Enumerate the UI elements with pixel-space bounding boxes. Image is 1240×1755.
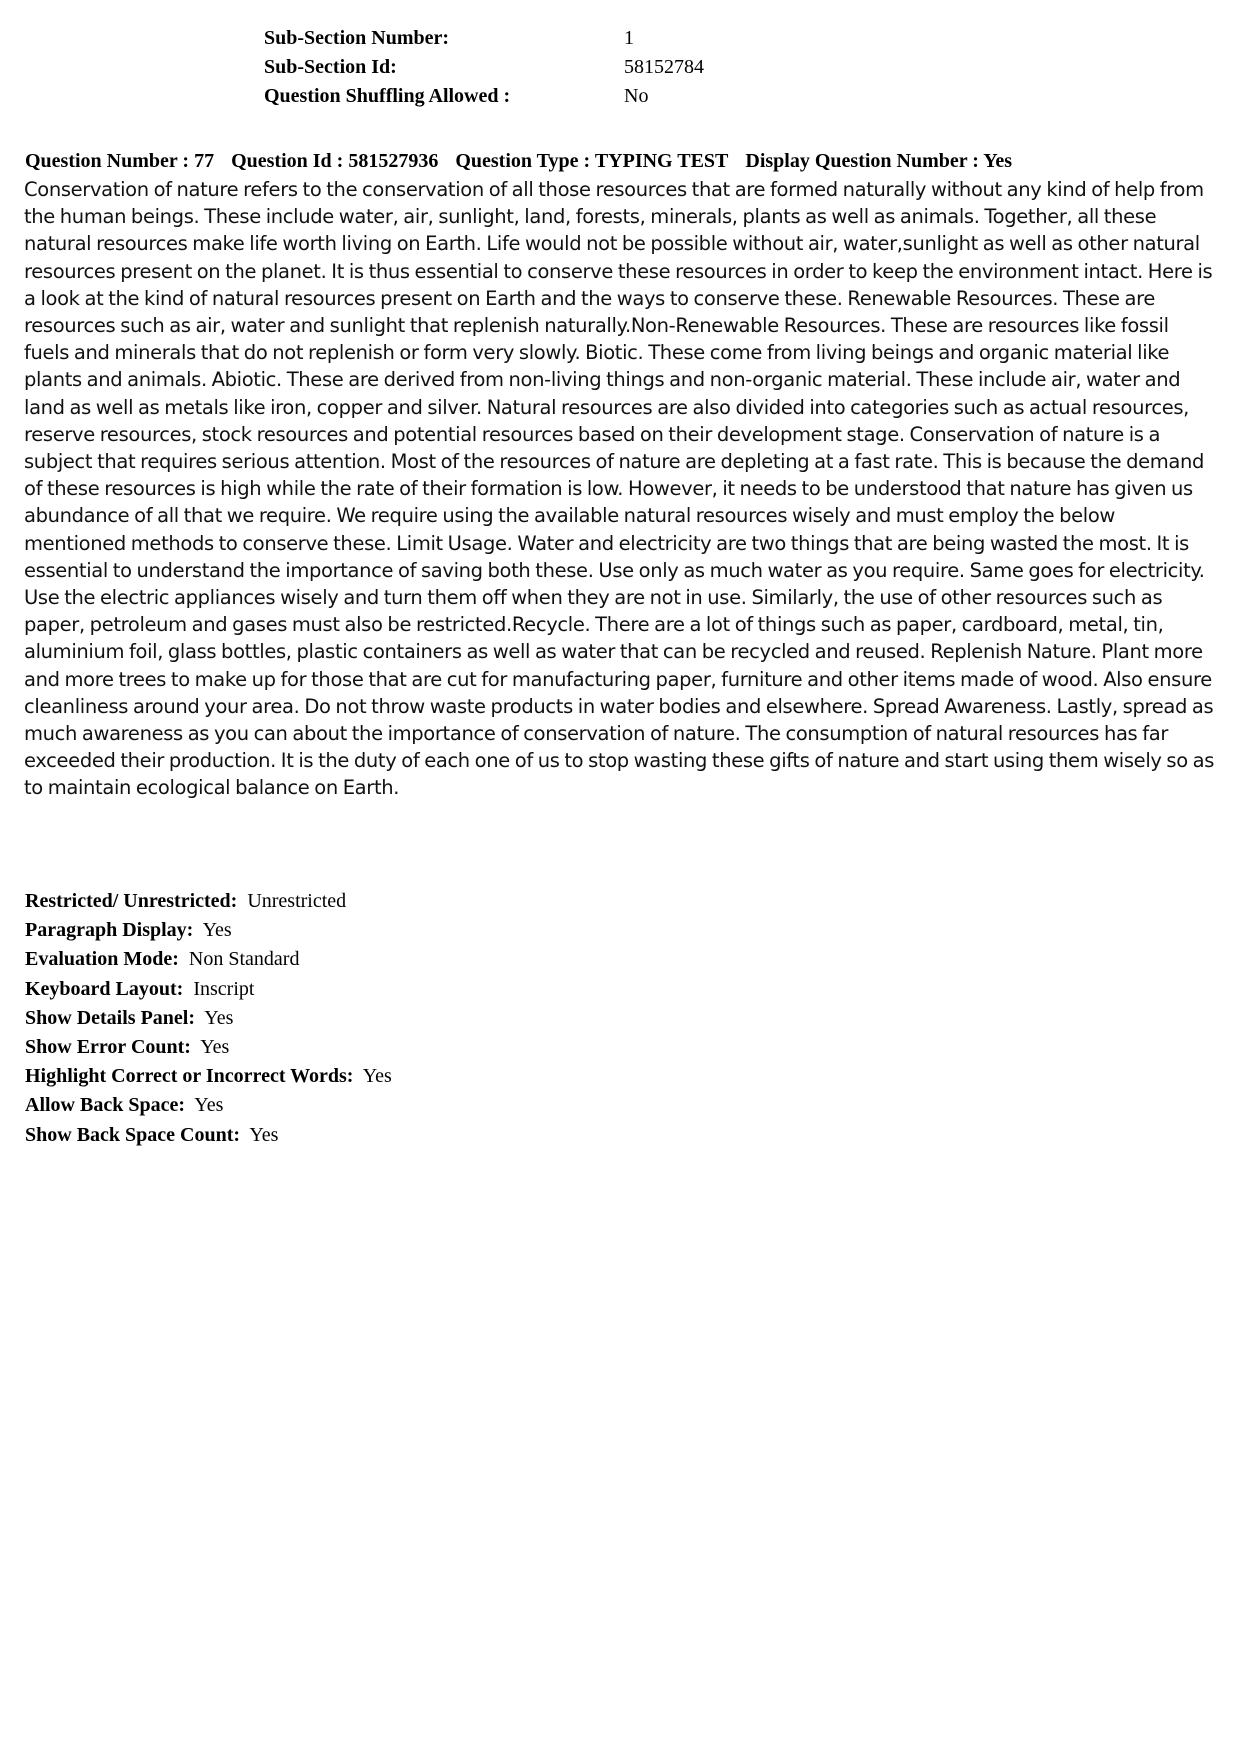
setting-label: Keyboard Layout:: [25, 977, 189, 1000]
question-settings-list: [25, 887, 392, 1150]
setting-restricted: [25, 887, 392, 916]
setting-allow-back-space: [25, 1091, 392, 1120]
setting-label: Allow Back Space:: [25, 1094, 190, 1117]
setting-evaluation-mode: [25, 945, 392, 974]
subsection-id-label: Sub-Section Id:: [264, 56, 397, 78]
setting-label: Highlight Correct or Incorrect Words:: [25, 1065, 359, 1088]
setting-label: Restricted/ Unrestricted:: [25, 890, 243, 912]
setting-keyboard-layout: [25, 975, 392, 1004]
subsection-info-table: [264, 24, 704, 111]
setting-show-details-panel: [25, 1004, 392, 1033]
setting-value: Inscript: [193, 977, 255, 1000]
setting-label: Show Error Count:: [25, 1035, 196, 1058]
setting-label: Show Back Space Count:: [25, 1123, 246, 1146]
setting-value: Yes: [194, 1094, 224, 1117]
setting-value: Yes: [249, 1123, 279, 1146]
typing-test-passage: Conservation of nature refers to the conservation of all those resources that are formed naturally without any kind of help from the human beings. These include water, air, sunlight, land, forests, minerals, plants as well as animals. Together, all these natural resources make life worth living on Earth. Life would not be possible without air, water,sunlight as well as other natural resources present on the planet. It is thus essential to conserve these resources in order to keep the environment intact. Here is a look at the kind of natural resources present on Earth and the ways to conserve these. Renewable Resources. These are resources such as air, water and sunlight that replenish naturally.Non-Renewable Resources. These are resources like fossil fuels and minerals that do not replenish or form very slowly. Biotic. These come from living beings and organic material like plants and animals. Abiotic. These are derived from non-living things and non-organic material. These include air, water and land as well as metals like iron, copper and silver. Natural resources are also divided into categories such as actual resources, reserve resources, stock resources and potential resources based on their development stage. Conservation of nature is a subject that requires serious attention. Most of the resources of nature are depleting at a fast rate. This is because the demand of these resources is high while the rate of their formation is low. However, it needs to be understood that nature has given us abundance of all that we require. We require using the available natural resources wisely and must employ the below mentioned methods to conserve these. Limit Usage. Water and electricity are two things that are being wasted the most. It is essential to understand the importance of saving both these. Use only as much water as you require. Same goes for electricity. Use the electric appliances wisely and turn them off when they are not in use. Similarly, the use of other resources such as paper, petroleum and gases must also be restricted.Recycle. There are a lot of things such as paper, cardboard, metal, tin, aluminium foil, glass bottles, plastic containers as well as water that can be recycled and reused. Replenish Nature. Plant more and more trees to make up for those that are cut for manufacturing paper, furniture and other items made of wood. Also ensure cleanliness around your area. Do not throw waste products in water bodies and elsewhere. Spread Awareness. Lastly, spread as much awareness as you can about the importance of conservation of nature. The consumption of natural resources has far exceeded their production. It is the duty of each one of us to stop wasting these gifts of nature and start using them wisely so as to maintain ecological balance on Earth.: [24, 178, 1215, 800]
question-shuffling-value: No: [624, 85, 649, 107]
question-header: [25, 148, 1024, 174]
question-type: Question Type : TYPING TEST: [455, 150, 729, 172]
setting-value: Yes: [362, 1065, 392, 1088]
setting-show-error-count: [25, 1033, 392, 1062]
question-id: Question Id : 581527936: [231, 150, 439, 172]
setting-value: Yes: [200, 1035, 230, 1058]
setting-value: Unrestricted: [247, 890, 347, 912]
display-question-number: Display Question Number : Yes: [745, 150, 1013, 172]
question-shuffling-label: Question Shuffling Allowed :: [264, 85, 511, 107]
question-number: Question Number : 77: [25, 150, 215, 172]
subsection-id-value: 58152784: [624, 56, 704, 78]
setting-value: Yes: [204, 1006, 234, 1029]
setting-label: Show Details Panel:: [25, 1006, 200, 1029]
subsection-id-row: [264, 53, 704, 82]
setting-value: Yes: [202, 919, 232, 942]
setting-show-back-space-count: [25, 1121, 392, 1150]
setting-paragraph-display: [25, 916, 392, 945]
subsection-number-label: Sub-Section Number:: [264, 27, 450, 49]
subsection-number-value: 1: [624, 27, 634, 49]
question-shuffling-row: [264, 82, 704, 111]
setting-highlight-words: [25, 1062, 392, 1091]
setting-label: Evaluation Mode:: [25, 948, 184, 971]
setting-label: Paragraph Display:: [25, 919, 199, 942]
subsection-number-row: [264, 24, 704, 53]
setting-value: Non Standard: [188, 948, 300, 971]
